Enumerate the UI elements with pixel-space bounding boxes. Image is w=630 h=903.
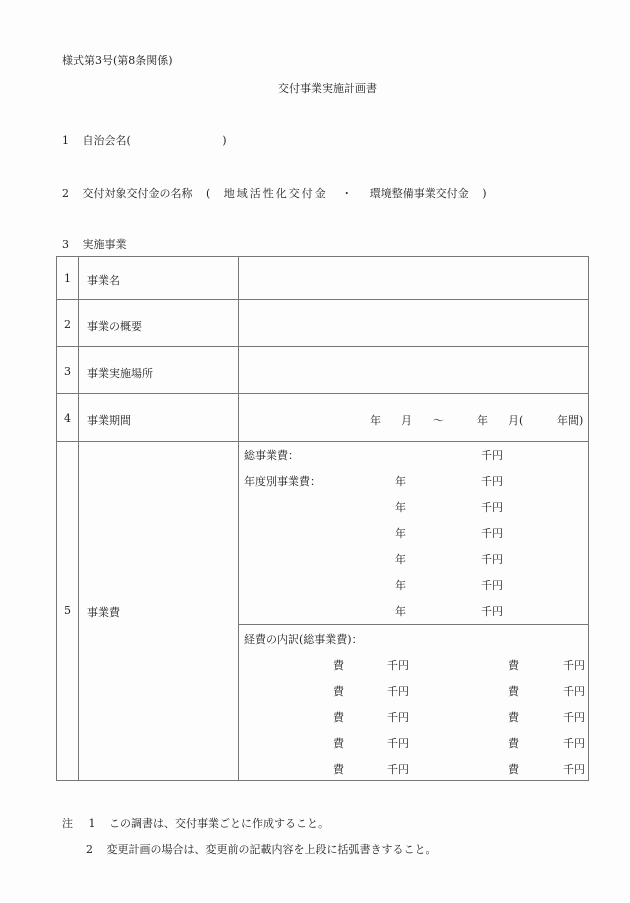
unit-label: 千円 (481, 527, 503, 540)
expense-label: 費 (508, 659, 519, 672)
divider (78, 256, 79, 781)
row-num: 2 (64, 318, 71, 331)
period-year-end: 年 (477, 414, 488, 427)
divider (56, 441, 589, 442)
unit-label: 千円 (563, 737, 585, 750)
separator: ・ (341, 187, 353, 200)
note-text: この調書は、交付事業ごとに作成すること。 (109, 817, 329, 830)
expense-label: 費 (508, 711, 519, 724)
row-num: 4 (64, 412, 71, 425)
note-text: 変更計画の場合は、変更前の記載内容を上段に括弧書きすること。 (106, 843, 437, 856)
unit-label: 千円 (387, 737, 409, 750)
unit-label: 千円 (481, 553, 503, 566)
divider (56, 346, 589, 347)
unit-label: 千円 (387, 763, 409, 776)
expense-label: 費 (333, 711, 344, 724)
expense-label: 費 (333, 763, 344, 776)
year-label: 年 (395, 579, 406, 592)
document-title: 交付事業実施計画書 (278, 82, 377, 95)
expense-label: 費 (333, 659, 344, 672)
section-label: 交付対象交付金の名称 (82, 187, 193, 200)
year-label: 年 (395, 605, 406, 618)
unit-label: 千円 (481, 501, 503, 514)
year-label: 年 (395, 553, 406, 566)
section-3 (62, 236, 127, 252)
row-num: 5 (64, 604, 71, 617)
row-label-period: 事業期間 (87, 414, 131, 427)
paren-open: ( (206, 187, 211, 200)
note-2 (86, 841, 437, 857)
divider (238, 624, 589, 625)
section-label: 自治会名( (82, 134, 131, 147)
expense-label: 費 (508, 763, 519, 776)
year-label: 年 (395, 475, 406, 488)
project-name-field[interactable] (240, 300, 588, 345)
option-regional[interactable]: 地域活性化交付金 (223, 187, 328, 200)
note-1 (62, 815, 329, 831)
period-tilde: ～ (433, 414, 444, 427)
expense-label: 費 (508, 737, 519, 750)
section-1 (62, 132, 227, 148)
section-num: 2 (62, 187, 69, 200)
total-cost-label: 総事業費： (244, 449, 299, 462)
note-prefix: 注 (62, 817, 73, 830)
unit-label: 千円 (563, 711, 585, 724)
unit-label: 千円 (481, 475, 503, 488)
divider (238, 256, 239, 781)
unit-label: 千円 (387, 659, 409, 672)
row-num: 1 (64, 272, 71, 285)
breakdown-label: 経費の内訳(総事業費)： (244, 633, 363, 646)
expense-label: 費 (508, 685, 519, 698)
row-num: 3 (64, 365, 71, 378)
period-year: 年 (370, 414, 381, 427)
yearly-cost-label: 年度別事業費： (244, 475, 321, 488)
period-years: 年間) (557, 414, 584, 427)
expense-label: 費 (333, 685, 344, 698)
section-2 (62, 185, 487, 201)
divider (56, 393, 589, 394)
option-environment[interactable]: 環境整備事業交付金 (369, 187, 469, 200)
period-month-end: 月( (508, 414, 524, 427)
row-label-cost: 事業費 (87, 606, 120, 619)
unit-label: 千円 (563, 659, 585, 672)
section-num: 1 (62, 134, 69, 147)
unit-label: 千円 (387, 711, 409, 724)
expense-label: 費 (333, 737, 344, 750)
unit-label: 千円 (481, 579, 503, 592)
period-month: 月 (401, 414, 412, 427)
note-num: 1 (88, 817, 96, 830)
year-label: 年 (395, 527, 406, 540)
unit-label: 千円 (563, 763, 585, 776)
row-label-location: 事業実施場所 (87, 367, 153, 380)
paren-close: ) (222, 134, 227, 147)
section-num: 3 (62, 238, 69, 251)
unit-label: 千円 (563, 685, 585, 698)
section-label: 実施事業 (82, 238, 127, 251)
row-label-name: 事業名 (87, 274, 120, 287)
year-label: 年 (395, 501, 406, 514)
unit-label: 千円 (481, 605, 503, 618)
unit-label: 千円 (481, 449, 503, 462)
note-num: 2 (86, 843, 93, 856)
unit-label: 千円 (387, 685, 409, 698)
paren-close: ) (482, 187, 487, 200)
form-number: 様式第3号(第8条関係) (62, 54, 173, 67)
row-label-overview: 事業の概要 (87, 320, 142, 333)
